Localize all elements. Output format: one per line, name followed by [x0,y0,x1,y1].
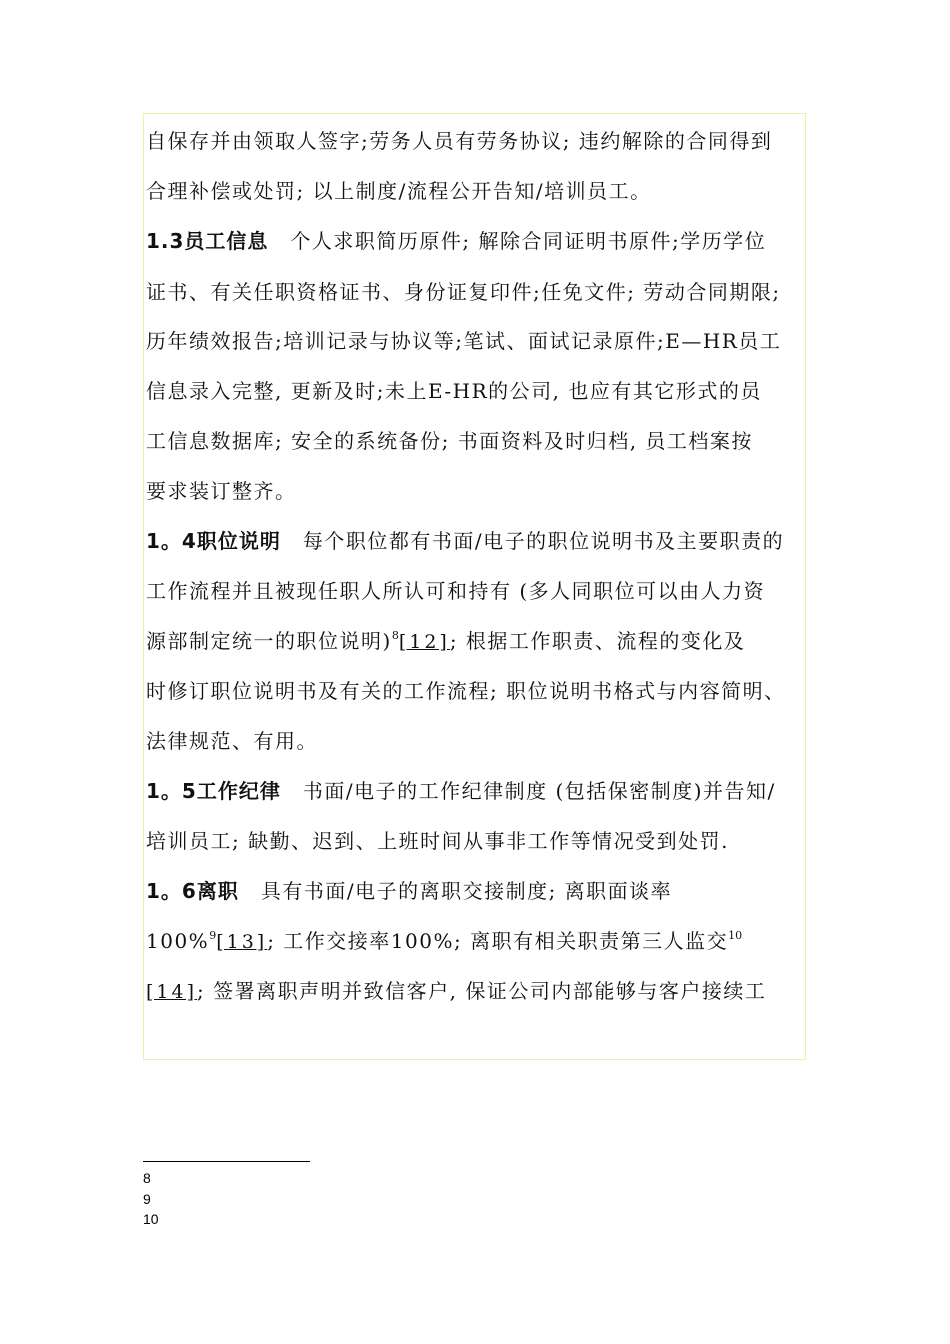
text-run: 时修订职位说明书及有关的工作流程; 职位说明书格式与内容简明、 [146,679,786,703]
footnote-ref-link[interactable]: [12] [398,631,450,653]
text-line [146,829,729,853]
footnote-number: 9 [143,1191,151,1207]
section-heading: 1。5工作纪律 [146,779,281,803]
footnote-ref-link[interactable]: [14] [146,981,198,1003]
footnote-marker: 8 [391,629,399,642]
text-run: 100% [146,929,210,953]
text-run: 自保存并由领取人签字;劳务人员有劳务协议; 违约解除的合同得到 [146,129,773,153]
text-run: ; 签署离职声明并致信客户, 保证公司内部能够与客户接续工 [197,979,767,1003]
text-line [146,879,672,903]
text-run: ; 根据工作职责、流程的变化及 [449,629,746,653]
text-line [146,429,753,453]
text-run: 法律规范、有用。 [146,729,318,753]
text-line [146,479,297,503]
footnote-number: 10 [143,1211,159,1227]
footnote-marker: 10 [728,929,743,942]
text-run: 合理补偿或处罚; 以上制度/流程公开告知/培训员工。 [146,179,652,203]
text-run: 历年绩效报告;培训记录与协议等;笔试、面试记录原件;E—HR员工 [146,329,782,353]
text-line [146,280,781,304]
text-run: 源部制定统一的职位说明) [146,629,392,653]
text-run: 个人求职简历原件; 解除合同证明书原件;学历学位 [290,229,767,253]
text-run: 工作流程并且被现任职人所认可和持有 (多人同职位可以由人力资 [146,579,766,603]
footnote-marker: 9 [209,929,217,942]
footnote-separator [143,1161,310,1162]
text-line [146,129,772,153]
text-line [146,379,762,403]
text-run: 培训员工; 缺勤、迟到、上班时间从事非工作等情况受到处罚. [146,829,729,853]
text-line [146,979,766,1004]
footnote-number: 8 [143,1170,151,1186]
text-line [146,229,766,253]
text-line [146,779,776,803]
text-run: 信息录入完整, 更新及时;未上E-HR的公司, 也应有其它形式的员 [146,379,762,403]
text-line [146,179,652,203]
text-line [146,729,318,753]
text-run: 工信息数据库; 安全的系统备份; 书面资料及时归档, 员工档案按 [146,429,753,453]
text-run: ; 工作交接率100%; 离职有相关职责第三人监交 [267,929,729,953]
section-heading: 1。4职位说明 [146,529,281,553]
text-run: 每个职位都有书面/电子的职位说明书及主要职责的 [302,529,785,553]
text-line [146,579,765,603]
text-line [146,529,784,553]
section-heading: 1.3员工信息 [146,229,269,253]
text-line [146,929,742,954]
text-run: 具有书面/电子的离职交接制度; 离职面谈率 [260,879,673,903]
text-line [146,629,745,654]
text-run: 要求装订整齐。 [146,479,297,503]
footnote-ref-link[interactable]: [13] [216,931,268,953]
text-line [146,679,786,703]
section-heading: 1。6离职 [146,879,239,903]
text-run: 证书、有关任职资格证书、身份证复印件;任免文件; 劳动合同期限; [146,280,781,304]
text-run: 书面/电子的工作纪律制度 (包括保密制度)并告知/ [302,779,776,803]
text-line [146,329,781,353]
